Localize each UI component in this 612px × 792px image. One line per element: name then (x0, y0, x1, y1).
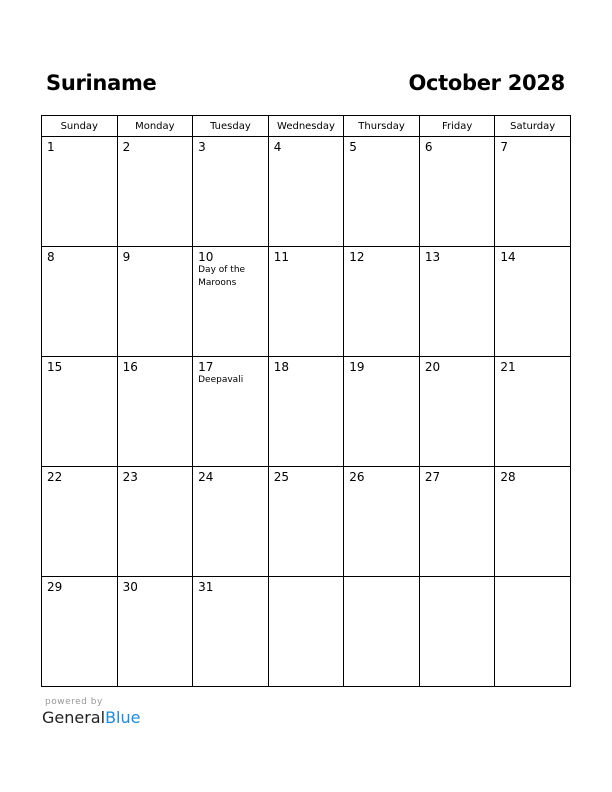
calendar-day-cell (344, 247, 420, 357)
day-number: 12 (349, 250, 365, 264)
day-number: 18 (273, 360, 289, 374)
day-number: 11 (273, 250, 289, 264)
weekday-thursday: Thursday (344, 116, 420, 137)
day-number: 24 (198, 470, 214, 484)
day-number: 16 (122, 360, 138, 374)
calendar-day-cell (419, 357, 495, 467)
day-number: 4 (273, 140, 282, 154)
day-number: 28 (500, 470, 516, 484)
calendar-day-cell (268, 137, 344, 247)
calendar-week-row (42, 467, 571, 577)
calendar-grid (41, 115, 571, 687)
calendar-day-cell (193, 577, 269, 687)
calendar-day-cell (268, 577, 344, 687)
brand-general-text: General (42, 708, 106, 727)
calendar-day-cell (42, 357, 118, 467)
calendar-day-cell (117, 467, 193, 577)
day-number: 21 (500, 360, 516, 374)
day-number: 30 (122, 580, 138, 594)
day-number: 6 (424, 140, 433, 154)
day-number: 1 (47, 140, 55, 154)
generalblue-logo (42, 708, 140, 727)
calendar-day-cell (495, 577, 571, 687)
weekday-sunday: Sunday (42, 116, 118, 137)
calendar-week-row (42, 247, 571, 357)
powered-by-label: powered by (45, 697, 103, 707)
calendar-day-cell (42, 247, 118, 357)
calendar-day-cell (344, 137, 420, 247)
day-number: 25 (273, 470, 289, 484)
day-number: 3 (198, 140, 206, 154)
calendar-day-cell (193, 357, 269, 467)
calendar-day-cell (419, 467, 495, 577)
calendar-day-cell (495, 247, 571, 357)
day-number: 20 (424, 360, 441, 374)
day-number: 26 (349, 470, 365, 484)
weekday-header-row (42, 116, 571, 137)
calendar-day-cell (42, 137, 118, 247)
calendar-day-cell (419, 577, 495, 687)
calendar-week-row (42, 577, 571, 687)
calendar-day-cell (42, 467, 118, 577)
weekday-friday: Friday (419, 116, 495, 137)
calendar-week-row (42, 137, 571, 247)
calendar-day-cell (193, 137, 269, 247)
calendar-day-cell (344, 577, 420, 687)
day-number: 10 (198, 250, 214, 264)
holiday-label: Day of the Maroons (198, 265, 246, 288)
calendar-day-cell (495, 137, 571, 247)
weekday-monday: Monday (117, 116, 193, 137)
calendar-day-cell (419, 137, 495, 247)
day-number: 9 (122, 250, 131, 264)
calendar-day-cell (117, 357, 193, 467)
day-number: 27 (424, 470, 441, 484)
calendar-day-cell (268, 247, 344, 357)
weekday-wednesday: Wednesday (268, 116, 344, 137)
country-title: Suriname (46, 71, 157, 95)
calendar-day-cell (344, 357, 420, 467)
calendar-day-cell (495, 467, 571, 577)
weekday-saturday: Saturday (495, 116, 571, 137)
day-number: 15 (47, 360, 63, 374)
calendar-day-cell (268, 357, 344, 467)
calendar-day-cell (117, 247, 193, 357)
calendar-day-cell (117, 577, 193, 687)
day-number: 29 (47, 580, 63, 594)
calendar-week-row (42, 357, 571, 467)
weekday-tuesday: Tuesday (193, 116, 269, 137)
day-number: 5 (349, 140, 357, 154)
day-number: 7 (500, 140, 509, 154)
calendar-day-cell (344, 467, 420, 577)
day-number: 31 (198, 580, 214, 594)
day-number: 8 (47, 250, 55, 264)
calendar-day-cell (495, 357, 571, 467)
calendar-day-cell (42, 577, 118, 687)
calendar-day-cell (268, 467, 344, 577)
calendar-day-cell (117, 137, 193, 247)
day-number: 17 (198, 360, 214, 374)
brand-blue-text: Blue (105, 708, 141, 727)
calendar-day-cell (193, 247, 269, 357)
day-number: 2 (122, 140, 131, 154)
month-year-title: October 2028 (408, 71, 565, 95)
day-number: 23 (122, 470, 138, 484)
day-number: 19 (349, 360, 365, 374)
day-number: 13 (424, 250, 441, 264)
holiday-label: Deepavali (198, 375, 244, 385)
day-number: 14 (500, 250, 516, 264)
calendar-day-cell (419, 247, 495, 357)
day-number: 22 (47, 470, 63, 484)
calendar-day-cell (193, 467, 269, 577)
